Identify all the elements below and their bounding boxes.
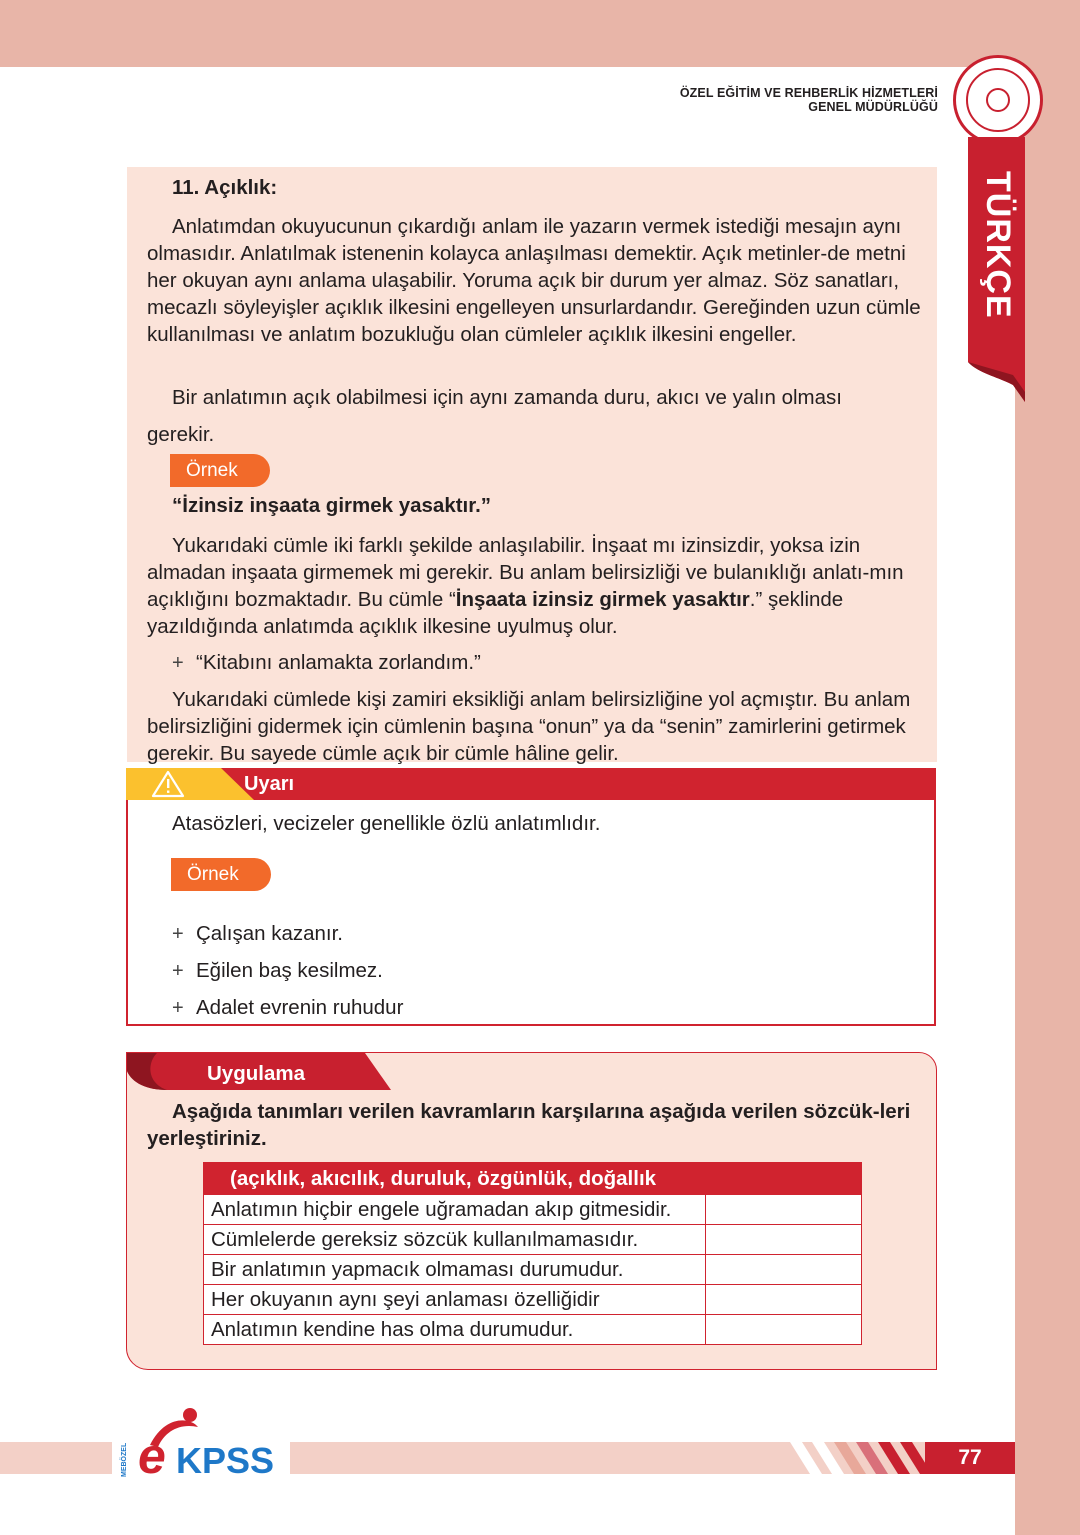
paragraph-2a: Bir anlatımın açık olabilmesi için aynı zamanda duru, akıcı ve yalın olması [172,386,842,409]
ministry-seal-icon [953,55,1043,145]
svg-text:e: e [138,1428,166,1480]
paragraph-1: Anlatımdan okuyucunun çıkardığı anlam ile yazarın vermek istediği mesajın aynı olmasıdır. Anlatılmak istenenin kolayca anlaşılması demektir. Açık metinler-de metni her okuyan aynı anlama ulaşabilir. Yoruma açık bir durum yer almaz. Söz sanatları, mecazlı söyleyişler açıklık ilkesini engelleyen unsurlardandır. Gereğinden uzun cümle kullanılması ve anlatım bozukluğu olan cümleler açıklık ilkesini engeller. [147,215,921,346]
table-row [204,1225,862,1255]
exercise-title: Uygulama [207,1062,305,1085]
subject-tab-label: TÜRKÇE [979,171,1017,319]
plus-icon: + [172,923,184,945]
definition-cell: Anlatımın hiçbir engele uğramadan akıp gitmesidir. [204,1195,706,1225]
ministry-header [680,86,938,114]
table-header: (açıklık, akıcılık, duruluk, özgünlük, doğallık [204,1163,862,1195]
answer-cell[interactable] [706,1255,862,1285]
paragraph-3: Yukarıdaki cümle iki farklı şekilde anlaşılabilir. İnşaat mı izinsizdir, yoksa izin almadan inşaata girmemek mi gerekir. Bu anlam belirsizliği ve bulanıklığı anlatı-mın açıklığını bozmaktadır. Bu cümle “İnşaata izinsiz girmek yasaktır.” şeklinde yazıldığında anlatımda açıklık ilkesine uyulmuş olur. [147,534,904,638]
warning-example-label: Örnek [171,858,271,891]
warning-text: Atasözleri, vecizeler genellikle özlü anlatımlıdır. [172,812,601,835]
definition-cell: Cümlelerde gereksiz sözcük kullanılmamasıdır. [204,1225,706,1255]
definition-cell: Bir anlatımın yapmacık olmaması durumudur. [204,1255,706,1285]
plus-icon: + [172,960,184,982]
footer-stripes [790,1442,930,1474]
svg-text:MEBÖZEL: MEBÖZEL [121,1442,128,1477]
section-heading: 11. Açıklık: [172,176,278,199]
exercise-instruction: Aşağıda tanımları verilen kavramların karşılarına aşağıda verilen sözcük-leri yerleştiriniz. [147,1100,911,1150]
warning-item: + Çalışan kazanır. [172,920,343,948]
paragraph-4: Yukarıdaki cümlede kişi zamiri eksikliği anlam belirsizliğine yol açmıştır. Bu anlam belirsizliğini gidermek için cümlenin başına “onun” ya da “senin” zamirlerini getirmek gerekir. Bu sayede cümle açık bir cümle hâline gelir. [147,688,911,765]
example-sentence: “İzinsiz inşaata girmek yasaktır.” [172,494,492,517]
svg-text:KPSS: KPSS [176,1440,275,1480]
plus-icon: + [172,652,184,674]
plus-icon: + [172,997,184,1019]
table-row [204,1195,862,1225]
answer-cell[interactable] [706,1195,862,1225]
exercise-table [203,1162,862,1345]
example-label: Örnek [170,454,270,487]
footer-strip-left [0,1442,112,1474]
answer-cell[interactable] [706,1315,862,1345]
bullet-example: + “Kitabını anlamakta zorlandım.” [172,649,481,677]
page-number: 77 [925,1442,1015,1474]
ministry-header-line1: ÖZEL EĞİTİM VE REHBERLİK HİZMETLERİ [679,86,938,100]
answer-cell[interactable] [706,1285,862,1315]
top-band [0,0,1080,67]
warning-item: + Eğilen baş kesilmez. [172,957,383,985]
ministry-header-line2: GENEL MÜDÜRLÜĞÜ [808,100,938,114]
definition-cell: Anlatımın kendine has olma durumudur. [204,1315,706,1345]
warning-box [126,768,936,1026]
ekpss-logo [110,1405,295,1480]
table-row [204,1315,862,1345]
definition-cell: Her okuyanın aynı şeyi anlaması özelliğidir [204,1285,706,1315]
paragraph-2b: gerekir. [147,423,215,446]
warning-title: Uyarı [244,773,295,795]
warning-icon [126,768,256,800]
paragraph-3-bold: İnşaata izinsiz girmek yasaktır [455,588,750,611]
table-row [204,1255,862,1285]
answer-cell[interactable] [706,1225,862,1255]
warning-item: + Adalet evrenin ruhudur [172,994,403,1022]
table-row [204,1285,862,1315]
